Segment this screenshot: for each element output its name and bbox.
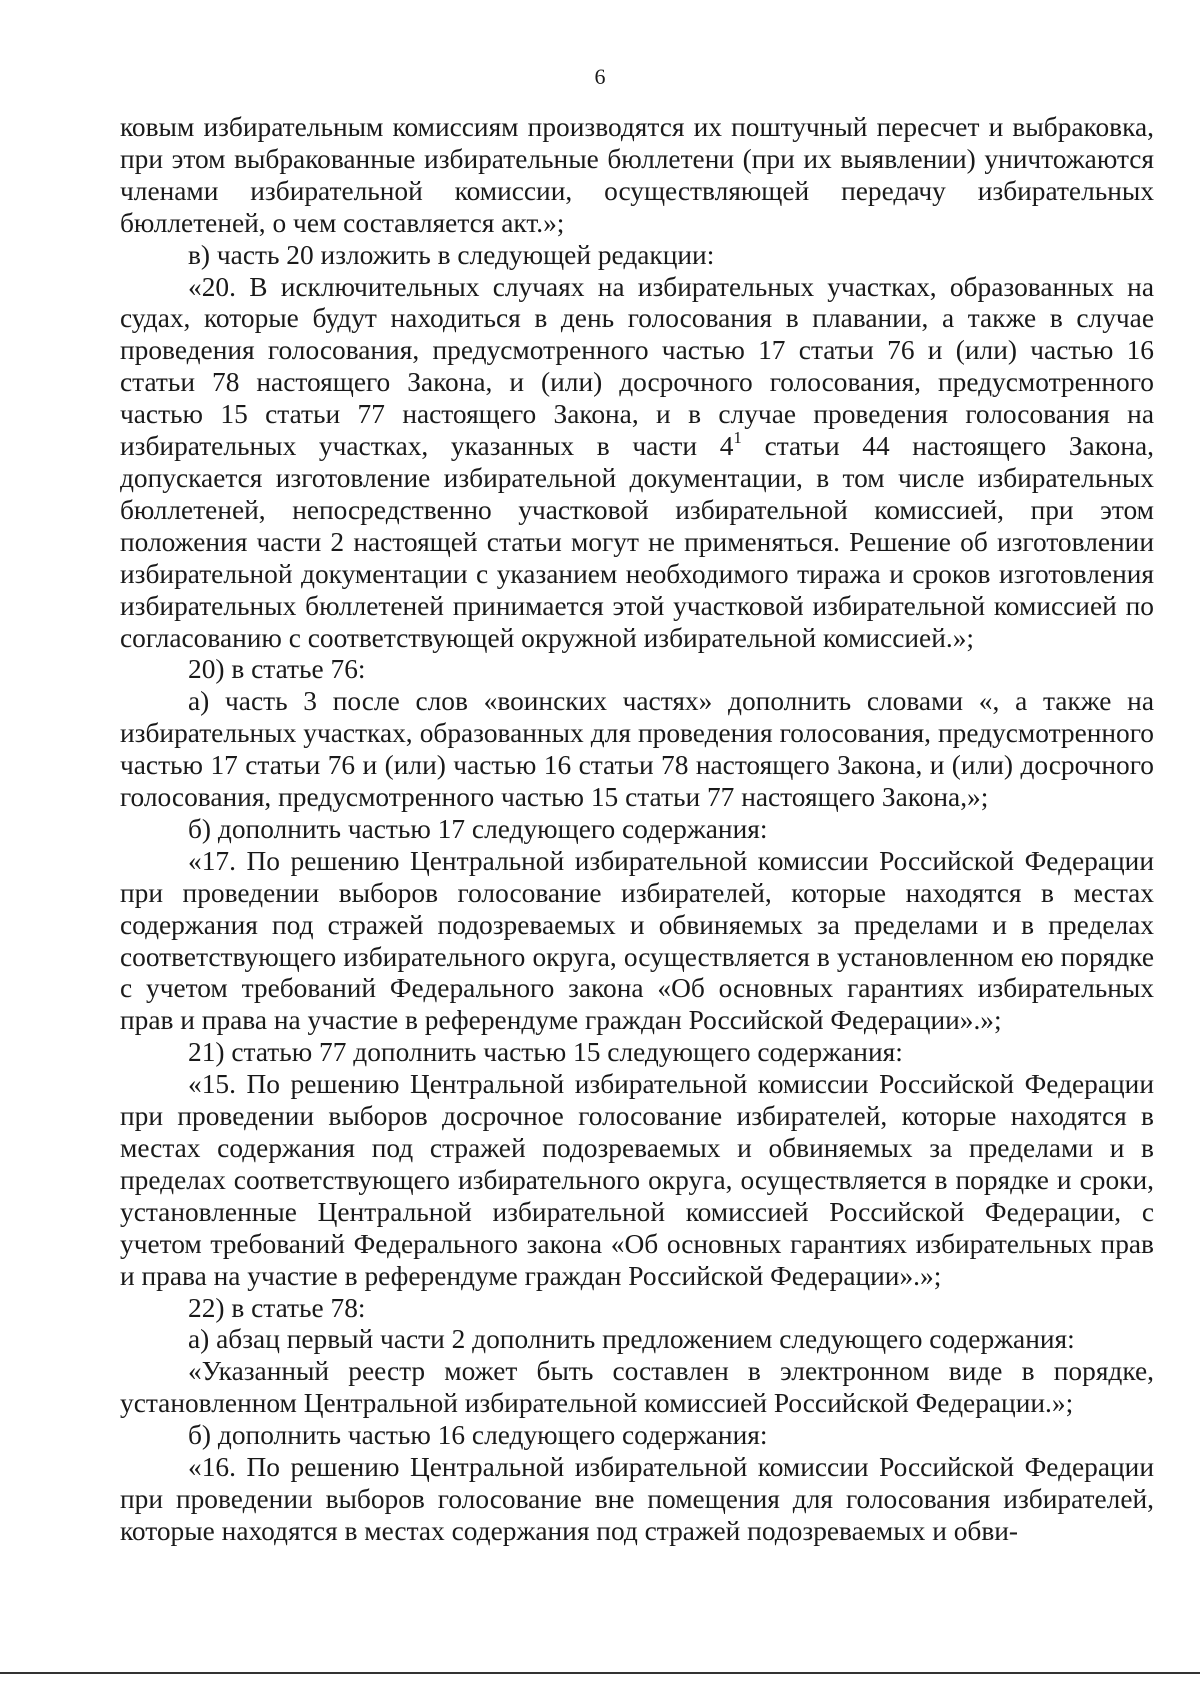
paragraph: «15. По решению Центральной избирательной комиссии Российской Федерации при проведении выборов досрочное голосование избирателей, которые находятся в местах содержания под стражей подозреваемых и обвиняемых за пределами и в пределах соответствующего избирательного округа, осуществляется в порядке и сроки, установленные Центральной избирательной комиссией Российской Федерации, с учетом требований Федерального закона «Об основных гарантиях избирательных прав и права на участие в референдуме граждан Российской Федерации».»;	[120, 1069, 1154, 1291]
paragraph: 22) в статье 78:	[188, 1292, 366, 1323]
paragraph: ковым избирательным комиссиям производятся их поштучный пересчет и выбраковка, при этом выбракованные избирательные бюллетени (при их выявлении) уничтожаются членами избирательной комиссии, осуществляющей передачу избирательных бюллетеней, о чем составляется акт.»;	[120, 112, 1154, 238]
paragraph: «16. По решению Центральной избирательной комиссии Российской Федерации при проведении выборов голосование вне помещения для голосования избирателей, которые находятся в местах содержания под стражей подозреваемых и обви-	[120, 1452, 1154, 1546]
paragraph: б) дополнить частью 17 следующего содержания:	[188, 813, 768, 844]
paragraph: «Указанный реестр может быть составлен в электронном виде в порядке, установленном Центральной избирательной комиссией Российской Федерации.»;	[120, 1356, 1154, 1419]
paragraph: 20) в статье 76:	[188, 654, 366, 685]
document-body	[120, 112, 1154, 1548]
paragraph: а) часть 3 после слов «воинских частях» дополнить словами «, а также на избирательных участках, образованных для проведения голосования, предусмотренного частью 17 статьи 76 и (или) частью 16 статьи 78 настоящего Закона, и (или) досрочного голосования, предусмотренного частью 15 статьи 77 настоящего Закона,»;	[120, 686, 1154, 813]
paragraph: в) часть 20 изложить в следующей редакции:	[188, 239, 715, 270]
paragraph: б) дополнить частью 16 следующего содержания:	[188, 1420, 768, 1451]
paragraph: 21) статью 77 дополнить частью 15 следующего содержания:	[188, 1037, 903, 1068]
paragraph-text: «20. В исключительных случаях на избирательных участках, образованных на судах, которые будут находиться в день голосования в плавании, а также в случае проведения голосования, предусмотренного частью 17 статьи 76 и (или) частью 16 статьи 78 настоящего Закона, и (или) досрочного голосования, предусмотренного частью 15 статьи 77 настоящего Закона, и в случае проведения голосования на избирательных участках, указанных в части 4	[120, 271, 1154, 462]
page-number: 6	[594, 64, 606, 89]
paragraph	[120, 272, 1154, 655]
page-bottom-rule	[0, 1672, 1200, 1674]
paragraph: а) абзац первый части 2 дополнить предложением следующего содержания:	[188, 1324, 1075, 1355]
paragraph-text: статьи 44 настоящего Закона, допускается изготовление избирательной документации, в том числе избирательных бюллетеней, непосредственно участковой избирательной комиссией, при этом положения части 2 настоящей статьи могут не применяться. Решение об изготовлении избирательной документации с указанием необходимого тиража и сроков изготовления избирательных бюллетеней принимается этой участковой избирательной комиссией по согласованию с соответствующей окружной избирательной комиссией.»;	[120, 431, 1154, 653]
paragraph: «17. По решению Центральной избирательной комиссии Российской Федерации при проведении выборов голосование избирателей, которые находятся в местах содержания под стражей подозреваемых и обвиняемых за пределами и в пределах соответствующего избирательного округа, осуществляется в установленном ею порядке с учетом требований Федерального закона «Об основных гарантиях избирательных прав и права на участие в референдуме граждан Российской Федерации».»;	[120, 845, 1154, 1036]
superscript: 1	[733, 428, 742, 448]
